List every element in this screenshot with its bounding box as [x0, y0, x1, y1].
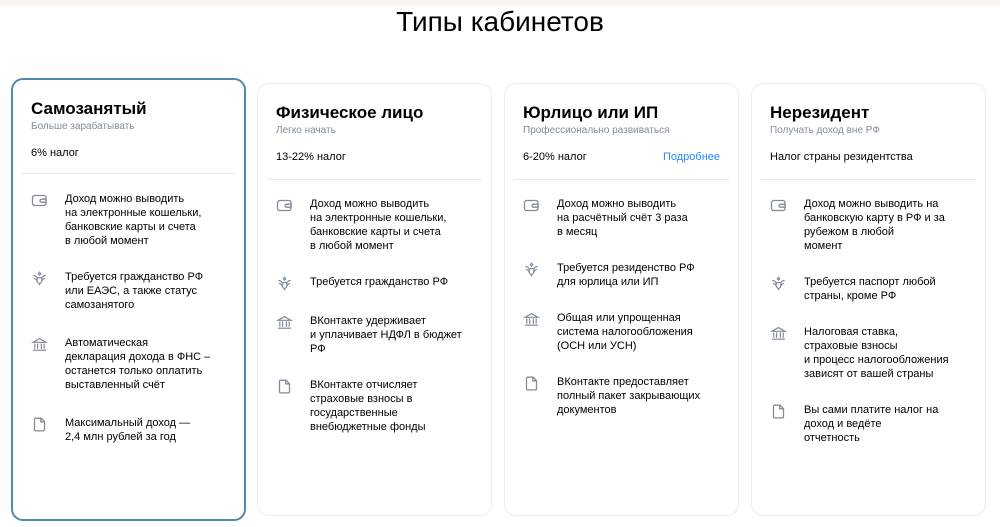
- feature-text: ВКонтакте отчисляет страховые взносы в государственные внебюджетные фонды: [310, 379, 426, 433]
- bank-icon: [276, 314, 293, 331]
- card-divider: [761, 179, 976, 180]
- card-title: Самозанятый: [31, 99, 147, 118]
- card-tax: 6-20% налог: [523, 151, 587, 163]
- feature-item: [276, 197, 473, 253]
- document-icon: [31, 416, 48, 433]
- feature-text: Доход можно выводить на электронные кошельки, банковские карты и счета в любой момент: [310, 198, 447, 252]
- card-title: Нерезидент: [770, 103, 870, 122]
- feature-text: Вы сами платите налог на доход и ведёте отчетность: [804, 404, 939, 444]
- card-legal-entity[interactable]: [504, 83, 739, 516]
- card-individual[interactable]: [257, 83, 492, 516]
- wallet-icon: [31, 192, 48, 209]
- feature-item: [523, 261, 720, 289]
- wallet-icon: [276, 197, 293, 214]
- card-subtitle: Профессионально развиваться: [523, 125, 670, 136]
- feature-text: Максимальный доход — 2,4 млн рублей за год: [65, 417, 191, 443]
- feature-text: ВКонтакте удерживает и уплачивает НДФЛ в бюджет РФ: [310, 315, 462, 355]
- feature-item: [31, 416, 226, 444]
- card-tax: 6% налог: [31, 147, 79, 159]
- feature-item: [523, 375, 720, 417]
- document-icon: [276, 378, 293, 395]
- bank-icon: [770, 325, 787, 342]
- emblem-icon: [276, 275, 293, 292]
- feature-text: Требуется гражданство РФ или ЕАЭС, а также статус самозанятого: [65, 271, 204, 311]
- feature-list: [752, 197, 985, 445]
- card-title: Юрлицо или ИП: [523, 103, 659, 122]
- feature-item: [31, 336, 226, 392]
- card-subtitle: Больше зарабатывать: [31, 121, 135, 132]
- feature-text: ВКонтакте предоставляет полный пакет закрывающих документов: [557, 376, 701, 416]
- feature-item: [770, 325, 967, 381]
- wallet-icon: [770, 197, 787, 214]
- card-subtitle: Легко начать: [276, 125, 336, 136]
- feature-item: [276, 314, 473, 356]
- feature-text: Доход можно выводить на банковскую карту в РФ и за рубежом в любой момент: [804, 198, 945, 252]
- card-divider: [267, 179, 482, 180]
- bank-icon: [31, 336, 48, 353]
- wallet-icon: [523, 197, 540, 214]
- feature-text: Доход можно выводить на электронные кошельки, банковские карты и счета в любой момент: [65, 193, 202, 247]
- card-tax: Налог страны резидентства: [770, 151, 913, 163]
- feature-text: Автоматическая декларация дохода в ФНС – останется только оплатить выставленный счёт: [65, 337, 211, 391]
- card-tax: 13-22% налог: [276, 151, 346, 163]
- card-divider: [22, 173, 235, 174]
- document-icon: [770, 403, 787, 420]
- emblem-icon: [770, 275, 787, 292]
- feature-list: [505, 197, 738, 417]
- feature-item: [276, 275, 473, 292]
- feature-text: Требуется резиденство РФ для юрлица или ИП: [557, 262, 695, 288]
- feature-item: [770, 403, 967, 445]
- card-self-employed[interactable]: [11, 78, 246, 521]
- feature-item: [770, 275, 967, 303]
- emblem-icon: [31, 270, 48, 287]
- feature-text: Требуется паспорт любой страны, кроме РФ: [804, 276, 936, 302]
- bank-icon: [523, 311, 540, 328]
- feature-item: [31, 192, 226, 248]
- page-title: Типы кабинетов: [396, 6, 604, 37]
- card-divider: [514, 179, 729, 180]
- document-icon: [523, 375, 540, 392]
- feature-item: [276, 378, 473, 434]
- feature-list: [258, 197, 491, 434]
- more-link[interactable]: Подробнее: [662, 151, 720, 163]
- feature-item: [523, 311, 720, 353]
- card-non-resident[interactable]: [751, 83, 986, 516]
- feature-text: Налоговая ставка, страховые взносы и процесс налогообложения зависят от вашей страны: [804, 326, 949, 380]
- feature-text: Доход можно выводить на расчётный счёт 3 раза в месяц: [557, 198, 688, 238]
- feature-text: Общая или упрощенная система налогообложения (ОСН или УСН): [557, 312, 693, 352]
- emblem-icon: [523, 261, 540, 278]
- feature-text: Требуется гражданство РФ: [310, 276, 449, 288]
- card-subtitle: Получать доход вне РФ: [770, 125, 880, 136]
- card-title: Физическое лицо: [276, 103, 424, 122]
- feature-list: [13, 192, 244, 444]
- feature-item: [770, 197, 967, 253]
- feature-item: [523, 197, 720, 239]
- feature-item: [31, 270, 226, 312]
